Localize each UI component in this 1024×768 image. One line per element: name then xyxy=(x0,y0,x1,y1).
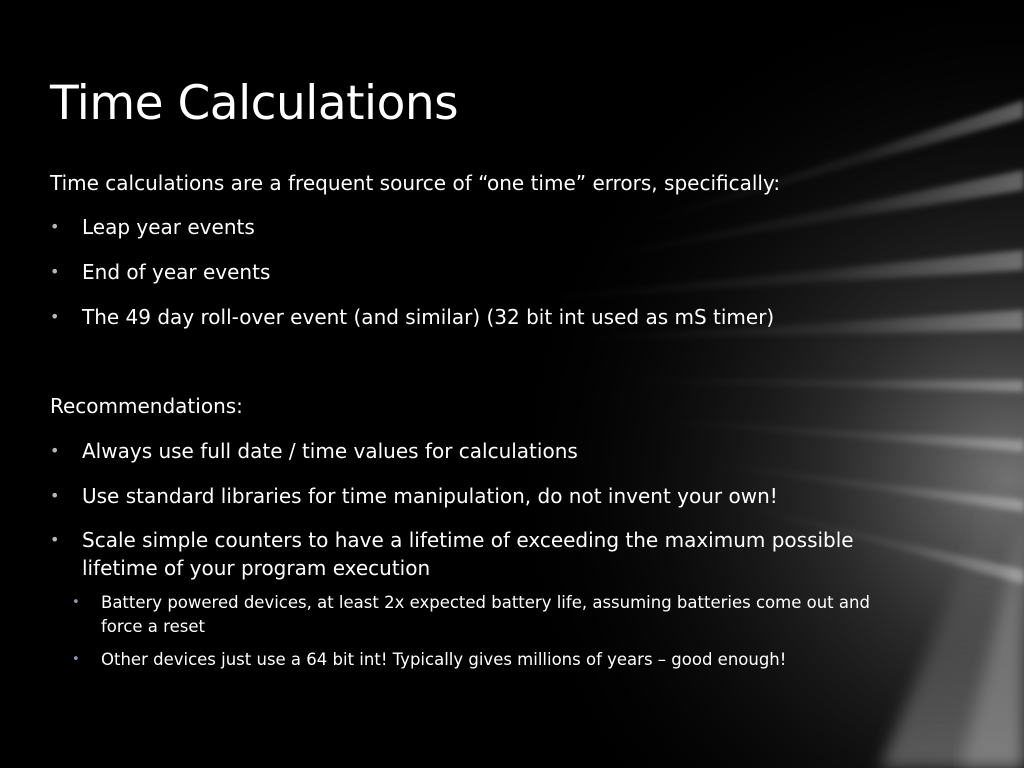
sub-bullet-text: Battery powered devices, at least 2x expected battery life, assuming batteries come out and force a reset xyxy=(101,593,870,636)
bullet-text: End of year events xyxy=(82,260,271,284)
bullet-text: The 49 day roll-over event (and similar) (32 bit int used as mS timer) xyxy=(82,305,775,329)
slide-title: Time Calculations xyxy=(50,76,459,131)
bullet-icon: • xyxy=(72,652,80,667)
bullet-text: Scale simple counters to have a lifetime of exceeding the maximum possible lifetime of your program execution xyxy=(82,528,854,580)
recommendations-heading: Recommendations: xyxy=(50,394,243,418)
bullet-icon: • xyxy=(50,307,60,326)
bullet-icon: • xyxy=(50,441,60,460)
bullet-icon: • xyxy=(72,595,80,610)
bullet-icon: • xyxy=(50,530,60,549)
intro-text: Time calculations are a frequent source of “one time” errors, specifically: xyxy=(50,171,781,195)
bullet-text: Use standard libraries for time manipulation, do not invent your own! xyxy=(82,484,778,508)
bullet-text: Always use full date / time values for calculations xyxy=(82,439,578,463)
bullet-icon: • xyxy=(50,217,60,236)
bullet-icon: • xyxy=(50,486,60,505)
sub-bullet-text: Other devices just use a 64 bit int! Typically gives millions of years – good enough! xyxy=(101,650,787,669)
bullet-icon: • xyxy=(50,262,60,281)
bullet-text: Leap year events xyxy=(82,215,255,239)
